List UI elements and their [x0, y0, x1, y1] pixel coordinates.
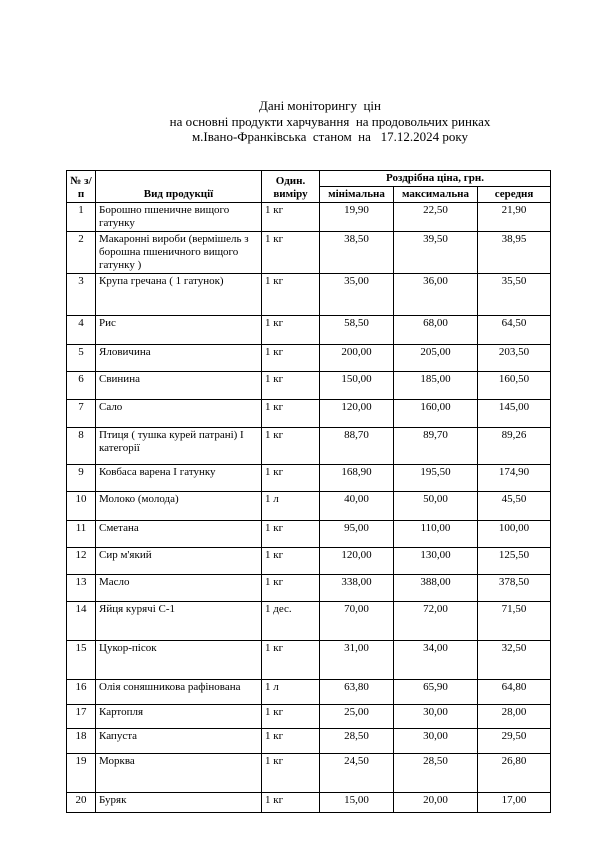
product-name: Морква	[96, 754, 262, 793]
table-row	[67, 575, 551, 602]
row-number: 11	[67, 521, 96, 548]
price-max: 195,50	[394, 465, 478, 492]
unit-of-measure: 1 дес.	[262, 602, 320, 641]
price-min: 40,00	[320, 492, 394, 521]
table-row	[67, 754, 551, 793]
price-max: 30,00	[394, 729, 478, 754]
price-avg: 160,50	[478, 372, 551, 400]
table-row	[67, 641, 551, 680]
unit-of-measure: 1 кг	[262, 465, 320, 492]
unit-of-measure: 1 кг	[262, 705, 320, 729]
price-avg: 21,90	[478, 203, 551, 232]
price-max: 22,50	[394, 203, 478, 232]
price-max: 20,00	[394, 793, 478, 813]
table-row	[67, 705, 551, 729]
row-number: 15	[67, 641, 96, 680]
row-number: 9	[67, 465, 96, 492]
document-title	[0, 98, 600, 145]
row-number: 17	[67, 705, 96, 729]
header-min: мінімальна	[320, 187, 394, 203]
price-min: 168,90	[320, 465, 394, 492]
price-max: 50,00	[394, 492, 478, 521]
price-max: 65,90	[394, 680, 478, 705]
price-min: 120,00	[320, 548, 394, 575]
price-avg: 28,00	[478, 705, 551, 729]
price-min: 31,00	[320, 641, 394, 680]
unit-of-measure: 1 кг	[262, 345, 320, 372]
table-row	[67, 274, 551, 316]
price-min: 338,00	[320, 575, 394, 602]
header-max: максимальна	[394, 187, 478, 203]
price-avg: 145,00	[478, 400, 551, 428]
table-row	[67, 400, 551, 428]
table-row	[67, 548, 551, 575]
product-name: Яйця курячі С-1	[96, 602, 262, 641]
price-avg: 174,90	[478, 465, 551, 492]
unit-of-measure: 1 кг	[262, 521, 320, 548]
product-name: Рис	[96, 316, 262, 345]
unit-of-measure: 1 кг	[262, 232, 320, 274]
product-name: Сало	[96, 400, 262, 428]
price-avg: 125,50	[478, 548, 551, 575]
table-row	[67, 602, 551, 641]
price-avg: 378,50	[478, 575, 551, 602]
table-row	[67, 465, 551, 492]
product-name: Свинина	[96, 372, 262, 400]
price-min: 63,80	[320, 680, 394, 705]
title-line-1: Дані моніторингу цін	[258, 98, 382, 113]
unit-of-measure: 1 кг	[262, 754, 320, 793]
price-avg: 17,00	[478, 793, 551, 813]
product-name: Сметана	[96, 521, 262, 548]
header-number: № з/п	[67, 171, 96, 203]
price-max: 72,00	[394, 602, 478, 641]
price-max: 30,00	[394, 705, 478, 729]
title-line-2: на основні продукти харчування на продовольчих ринках	[169, 113, 491, 129]
row-number: 10	[67, 492, 96, 521]
row-number: 6	[67, 372, 96, 400]
row-number: 18	[67, 729, 96, 754]
price-min: 58,50	[320, 316, 394, 345]
price-max: 39,50	[394, 232, 478, 274]
row-number: 13	[67, 575, 96, 602]
price-max: 28,50	[394, 754, 478, 793]
header-unit: Один. виміру	[262, 171, 320, 203]
product-name: Яловичина	[96, 345, 262, 372]
price-avg: 29,50	[478, 729, 551, 754]
price-min: 120,00	[320, 400, 394, 428]
price-max: 160,00	[394, 400, 478, 428]
table-row	[67, 492, 551, 521]
price-min: 70,00	[320, 602, 394, 641]
price-avg: 89,26	[478, 428, 551, 465]
product-name: Буряк	[96, 793, 262, 813]
price-table-body	[67, 203, 551, 813]
header-product: Вид продукції	[96, 171, 262, 203]
price-avg: 35,50	[478, 274, 551, 316]
price-min: 200,00	[320, 345, 394, 372]
table-row	[67, 345, 551, 372]
row-number: 20	[67, 793, 96, 813]
price-avg: 26,80	[478, 754, 551, 793]
price-avg: 45,50	[478, 492, 551, 521]
unit-of-measure: 1 л	[262, 492, 320, 521]
unit-of-measure: 1 кг	[262, 400, 320, 428]
price-avg: 71,50	[478, 602, 551, 641]
price-max: 205,00	[394, 345, 478, 372]
table-row	[67, 680, 551, 705]
price-min: 95,00	[320, 521, 394, 548]
unit-of-measure: 1 кг	[262, 793, 320, 813]
row-number: 3	[67, 274, 96, 316]
row-number: 12	[67, 548, 96, 575]
row-number: 7	[67, 400, 96, 428]
price-max: 110,00	[394, 521, 478, 548]
price-avg: 203,50	[478, 345, 551, 372]
product-name: Макаронні вироби (вермішель з борошна пшеничного вищого гатунку )	[96, 232, 262, 274]
title-line-3: м.Івано-Франківська станом на 17.12.2024 року	[191, 129, 469, 144]
price-max: 388,00	[394, 575, 478, 602]
price-max: 34,00	[394, 641, 478, 680]
price-avg: 64,80	[478, 680, 551, 705]
price-avg: 38,95	[478, 232, 551, 274]
product-name: Масло	[96, 575, 262, 602]
unit-of-measure: 1 кг	[262, 729, 320, 754]
row-number: 19	[67, 754, 96, 793]
product-name: Борошно пшеничне вищого гатунку	[96, 203, 262, 232]
table-row	[67, 428, 551, 465]
price-min: 25,00	[320, 705, 394, 729]
table-row	[67, 232, 551, 274]
unit-of-measure: 1 кг	[262, 428, 320, 465]
row-number: 5	[67, 345, 96, 372]
table-row	[67, 316, 551, 345]
unit-of-measure: 1 л	[262, 680, 320, 705]
header-avg: середня	[478, 187, 551, 203]
price-avg: 32,50	[478, 641, 551, 680]
price-table	[66, 170, 551, 813]
row-number: 4	[67, 316, 96, 345]
price-max: 68,00	[394, 316, 478, 345]
product-name: Сир м'який	[96, 548, 262, 575]
header-retail-price: Роздрібна ціна, грн.	[320, 171, 551, 187]
price-max: 89,70	[394, 428, 478, 465]
product-name: Птиця ( тушка курей патрані) І категорії	[96, 428, 262, 465]
price-max: 36,00	[394, 274, 478, 316]
price-min: 28,50	[320, 729, 394, 754]
price-avg: 64,50	[478, 316, 551, 345]
price-avg: 100,00	[478, 521, 551, 548]
table-row	[67, 372, 551, 400]
product-name: Ковбаса варена І гатунку	[96, 465, 262, 492]
price-min: 15,00	[320, 793, 394, 813]
price-min: 38,50	[320, 232, 394, 274]
price-min: 24,50	[320, 754, 394, 793]
product-name: Цукор-пісок	[96, 641, 262, 680]
product-name: Картопля	[96, 705, 262, 729]
unit-of-measure: 1 кг	[262, 316, 320, 345]
table-row	[67, 203, 551, 232]
row-number: 2	[67, 232, 96, 274]
unit-of-measure: 1 кг	[262, 203, 320, 232]
unit-of-measure: 1 кг	[262, 372, 320, 400]
product-name: Крупа гречана ( 1 гатунок)	[96, 274, 262, 316]
table-row	[67, 521, 551, 548]
row-number: 1	[67, 203, 96, 232]
unit-of-measure: 1 кг	[262, 575, 320, 602]
row-number: 8	[67, 428, 96, 465]
price-min: 19,90	[320, 203, 394, 232]
price-min: 150,00	[320, 372, 394, 400]
row-number: 16	[67, 680, 96, 705]
table-row	[67, 729, 551, 754]
table-row	[67, 793, 551, 813]
row-number: 14	[67, 602, 96, 641]
unit-of-measure: 1 кг	[262, 548, 320, 575]
product-name: Капуста	[96, 729, 262, 754]
product-name: Олія соняшникова рафінована	[96, 680, 262, 705]
price-max: 185,00	[394, 372, 478, 400]
unit-of-measure: 1 кг	[262, 274, 320, 316]
price-min: 88,70	[320, 428, 394, 465]
product-name: Молоко (молода)	[96, 492, 262, 521]
unit-of-measure: 1 кг	[262, 641, 320, 680]
price-min: 35,00	[320, 274, 394, 316]
price-max: 130,00	[394, 548, 478, 575]
